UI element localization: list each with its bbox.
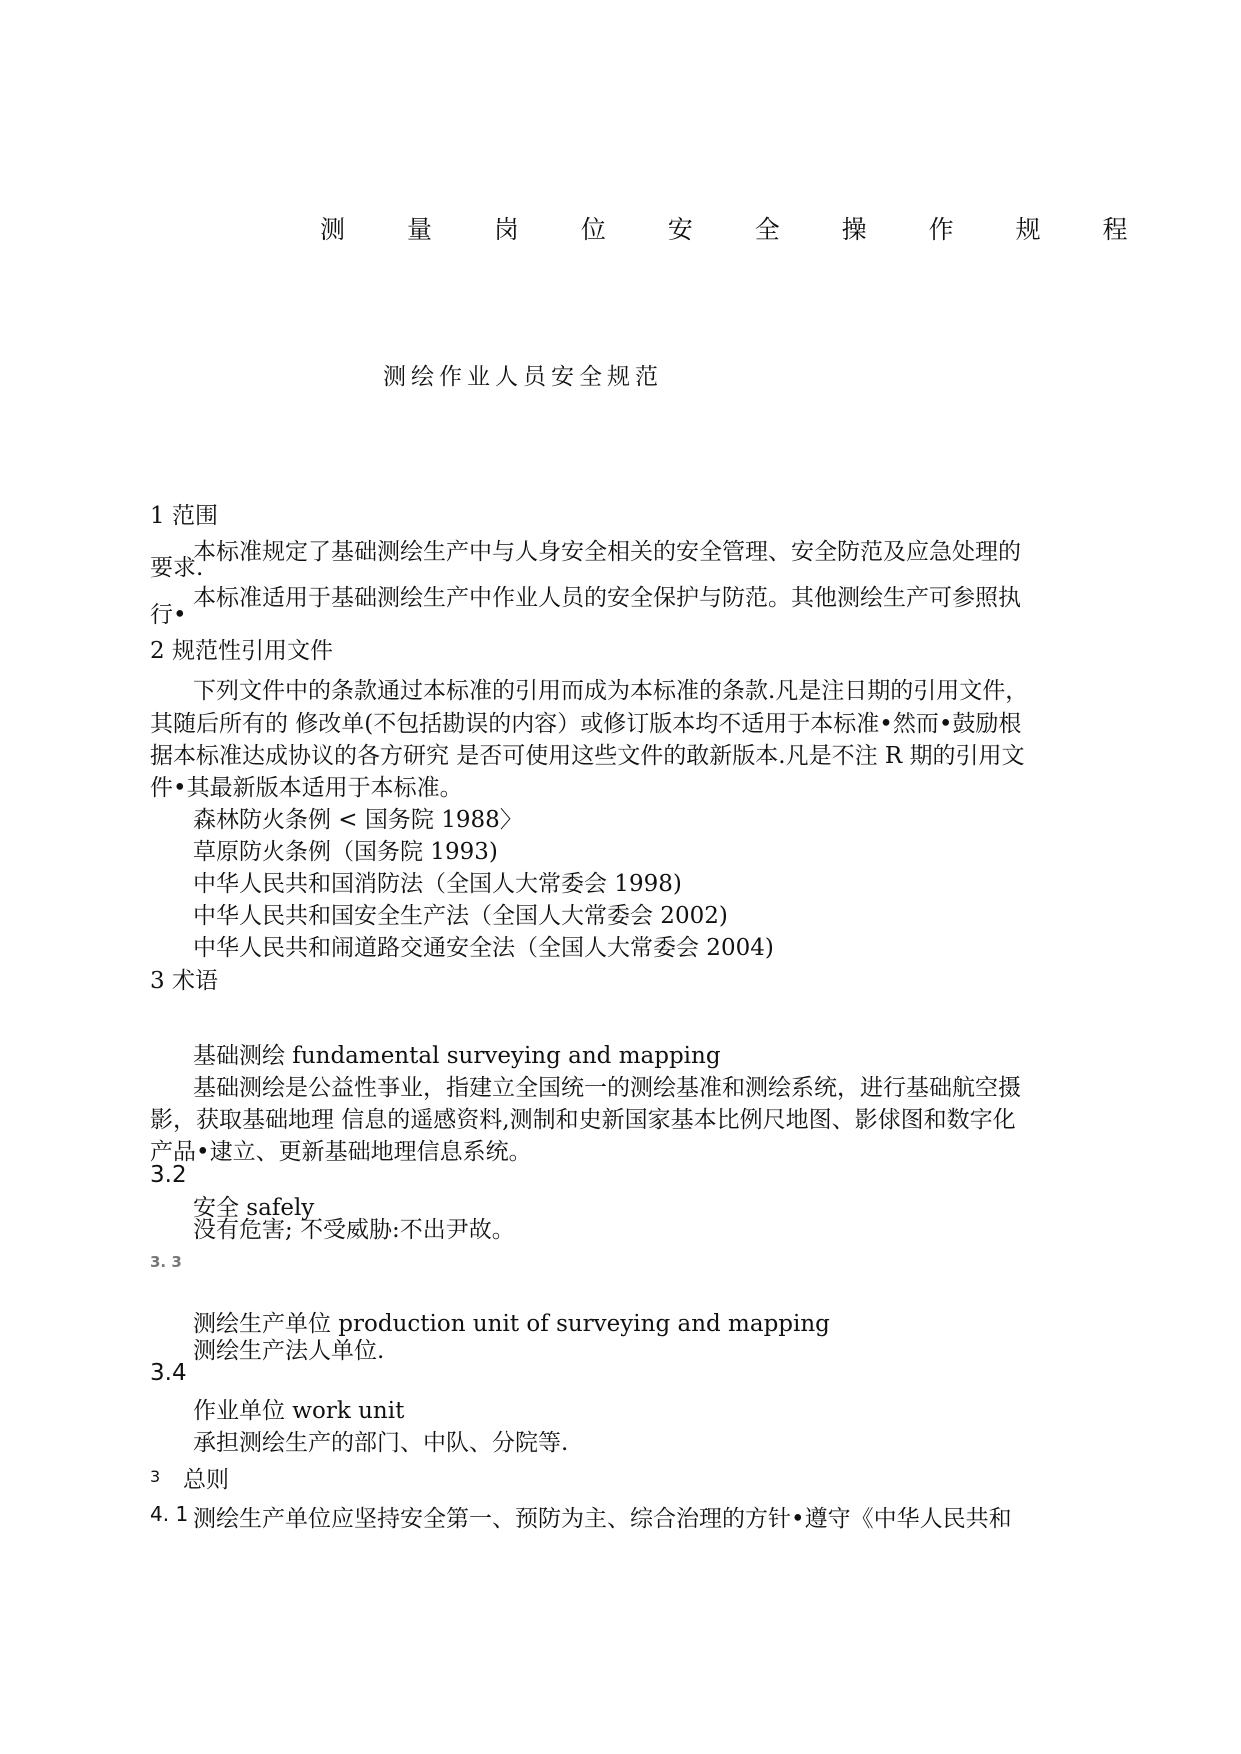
reference-item: 中华人民共和闹道路交通安全法（全国人大常委会 2004) — [193, 935, 774, 961]
section-2-paragraph-line-3: 据本标准达成协议的各方研究 是否可使用这些文件的敢新版本.凡是不注 R 期的引用文 — [150, 743, 1025, 769]
section-1-paragraph-2-line-2: 行• — [150, 602, 187, 628]
section-4-heading: 总则 — [183, 1467, 229, 1493]
reference-item: 中华人民共和国消防法（全国人大常委会 1998) — [193, 871, 682, 897]
clause-4-1-number: 4. 1 — [150, 1502, 189, 1526]
section-2-paragraph-line-2: 其随后所有的 修改单(不包括勘误的内容）或修订版本均不适用于本标准•然而•鼓励根 — [150, 711, 1022, 737]
section-2-paragraph-line-4: 件•其最新版本适用于本标准。 — [150, 775, 463, 801]
section-4-number: 3 — [150, 1467, 161, 1486]
term-1: 基础测绘 fundamental surveying and mapping — [193, 1043, 721, 1069]
term-2-number: 3.2 — [150, 1162, 187, 1188]
term-1-definition-line-3: 产品•逮立、更新基础地理信息系统。 — [150, 1139, 532, 1165]
page-subtitle: 测绘作业人员安全规范 — [383, 364, 663, 390]
term-1-definition-line-1: 基础测绘是公益性亊业，指建立全国统一的测绘基准和测绘系统，进行基础航空摄 — [193, 1075, 1021, 1101]
term-1-definition-line-2: 影，获取基础地理 信息的遥感资料,测制和史新国家基本比例尺地图、影俅图和数字化 — [150, 1107, 1016, 1133]
section-1-heading: 1 范围 — [150, 503, 218, 529]
section-1-paragraph-1-line-1: 本标准规定了基础测绘生产中与人身安全相关的安全管理、安全防范及应急处理的 — [193, 539, 1021, 565]
term-3-number: 3. 3 — [150, 1253, 182, 1271]
term-2: 安全 safely — [193, 1195, 315, 1221]
section-1-paragraph-2-line-1: 本标准适用于基础测绘生产中作业人员的安全保护与防范。其他测绘生产可参照执 — [193, 585, 1021, 611]
clause-4-1-line-1: 测绘生产单位应坚持安全第一、预防为主、综合治理的方针•遵守《中华人民共和 — [193, 1506, 1012, 1532]
term-4-definition: 承担测绘生产的部门、中队、分院等. — [193, 1430, 569, 1456]
term-2-definition: 没有危害; 不受威胁:不出尹故。 — [193, 1217, 515, 1243]
reference-item: 森林防火条例 < 国务院 1988〉 — [193, 807, 523, 833]
section-1-paragraph-1-line-2: 要求. — [150, 555, 204, 581]
term-3-definition: 测绘生产法人单位. — [193, 1338, 385, 1364]
term-4: 作业单位 work unit — [193, 1398, 405, 1424]
term-3: 测绘生产单位 production unit of surveying and mapping — [193, 1311, 830, 1337]
term-4-number: 3.4 — [150, 1360, 187, 1386]
page-title: 测 量 岗 位 安 全 操 作 规 程 — [320, 215, 1155, 244]
reference-item: 草原防火条例（国务院 1993) — [193, 839, 498, 865]
section-3-heading: 3 术语 — [150, 968, 218, 994]
section-2-heading: 2 规范性引用文件 — [150, 638, 333, 664]
section-2-paragraph-line-1: 下列文件中的条款通过本标准的引用而成为本标准的条款.凡是注日期的引用文件， — [193, 678, 1029, 704]
reference-item: 中华人民共和国安全生产法（全国人大常委会 2002) — [193, 903, 728, 929]
